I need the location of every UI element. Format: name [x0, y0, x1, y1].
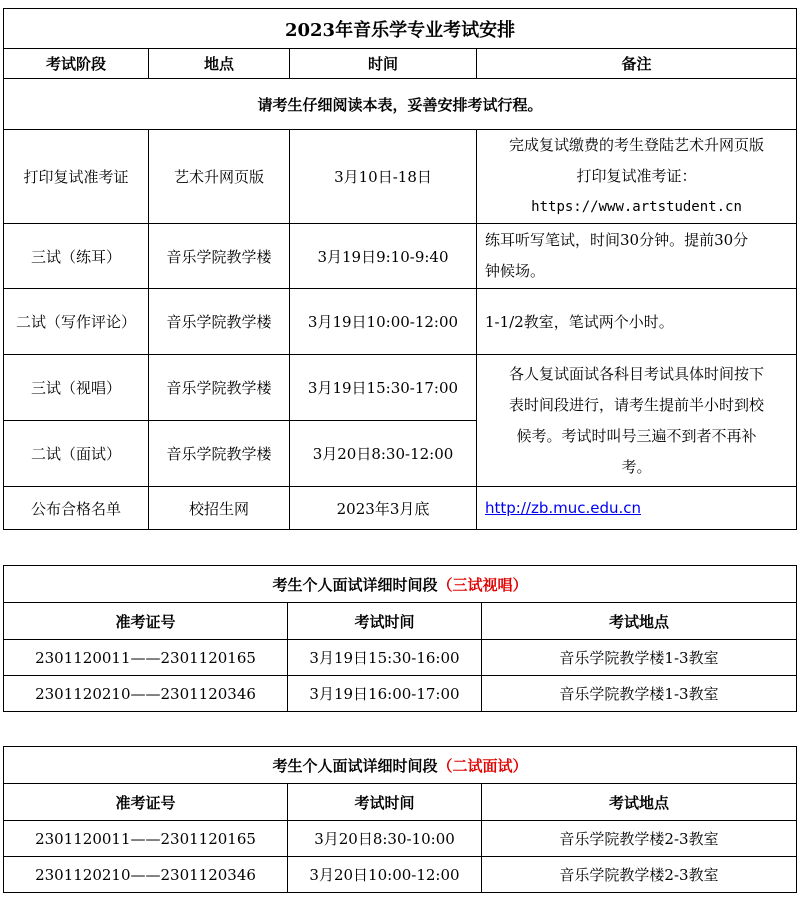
header-stage: 考试阶段 [4, 49, 149, 79]
title-highlight: （二试面试） [437, 756, 528, 775]
note-line: 练耳听写笔试，时间30分钟。提前30分 [485, 231, 749, 249]
row-stage: 二试（面试） [4, 421, 149, 487]
row-time: 3月19日16:00-17:00 [288, 676, 482, 712]
table-row [4, 224, 797, 289]
row-note [477, 130, 797, 224]
interview-table [3, 746, 797, 893]
title-highlight: （三试视唱） [437, 575, 528, 594]
table-row [4, 130, 797, 224]
header-ids: 准考证号 [4, 784, 288, 821]
header-note: 备注 [477, 49, 797, 79]
note-line: 各人复试面试各科目考试具体时间按下 [509, 364, 765, 383]
sight-singing-title [4, 566, 797, 603]
row-time: 2023年3月底 [290, 487, 477, 530]
row-stage: 公布合格名单 [4, 487, 149, 530]
row-ids: 2301120011——2301120165 [4, 640, 288, 676]
exam-schedule-table [3, 8, 797, 530]
row-place: 音乐学院教学楼2-3教室 [482, 857, 797, 893]
row-ids: 2301120210——2301120346 [4, 676, 288, 712]
interview-title [4, 747, 797, 784]
row-place: 音乐学院教学楼2-3教室 [482, 821, 797, 857]
note-line: 完成复试缴费的考生登陆艺术升网页版 [509, 136, 765, 154]
note-line: 表时间段进行，请考生提前半小时到校 [509, 395, 765, 414]
header-place: 考试地点 [482, 784, 797, 821]
row-note: 1-1/2教室，笔试两个小时。 [477, 289, 797, 355]
table-row [4, 676, 797, 712]
title-prefix: 考生个人面试详细时间段 [272, 575, 438, 594]
row-note [477, 487, 797, 530]
row-time: 3月19日10:00-12:00 [290, 289, 477, 355]
row-place: 音乐学院教学楼1-3教室 [482, 676, 797, 712]
note-line: 打印复试准考证： [576, 167, 697, 185]
row-time: 3月20日8:30-12:00 [290, 421, 477, 487]
row-place: 音乐学院教学楼 [149, 421, 290, 487]
table-row [4, 857, 797, 893]
row-time: 3月19日9:10-9:40 [290, 224, 477, 289]
row-time: 3月10日-18日 [290, 130, 477, 224]
header-ids: 准考证号 [4, 603, 288, 640]
row-place: 校招生网 [149, 487, 290, 530]
note-line: 钟候场。 [485, 262, 546, 280]
row-time: 3月19日15:30-16:00 [288, 640, 482, 676]
admissions-link[interactable]: http://zb.muc.edu.cn [485, 499, 642, 517]
row-stage: 打印复试准考证 [4, 130, 149, 224]
header-time: 时间 [290, 49, 477, 79]
row-time: 3月19日15:30-17:00 [290, 355, 477, 421]
row-place: 音乐学院教学楼 [149, 355, 290, 421]
header-time: 考试时间 [288, 603, 482, 640]
notice-text: 请考生仔细阅读本表，妥善安排考试行程。 [4, 79, 797, 130]
row-place: 艺术升网页版 [149, 130, 290, 224]
row-stage: 二试（写作评论） [4, 289, 149, 355]
row-stage: 三试（练耳） [4, 224, 149, 289]
header-time: 考试时间 [288, 784, 482, 821]
header-place: 地点 [149, 49, 290, 79]
note-line: 候考。考试时叫号三遍不到者不再补 [516, 426, 757, 445]
table-row [4, 355, 797, 421]
row-time: 3月20日8:30-10:00 [288, 821, 482, 857]
header-place: 考试地点 [482, 603, 797, 640]
schedule-title: 2023年音乐学专业考试安排 [4, 9, 797, 49]
row-stage: 三试（视唱） [4, 355, 149, 421]
table-row [4, 487, 797, 530]
row-ids: 2301120011——2301120165 [4, 821, 288, 857]
table-row [4, 640, 797, 676]
sight-singing-table [3, 565, 797, 712]
row-place: 音乐学院教学楼 [149, 289, 290, 355]
row-place: 音乐学院教学楼1-3教室 [482, 640, 797, 676]
row-place: 音乐学院教学楼 [149, 224, 290, 289]
row-note [477, 224, 797, 289]
title-prefix: 考生个人面试详细时间段 [272, 756, 438, 775]
note-line: 考。 [621, 457, 652, 476]
artstudent-url: https://www.artstudent.cn [531, 199, 742, 215]
row-time: 3月20日10:00-12:00 [288, 857, 482, 893]
shared-note [477, 355, 797, 487]
row-ids: 2301120210——2301120346 [4, 857, 288, 893]
table-row [4, 821, 797, 857]
table-row [4, 289, 797, 355]
